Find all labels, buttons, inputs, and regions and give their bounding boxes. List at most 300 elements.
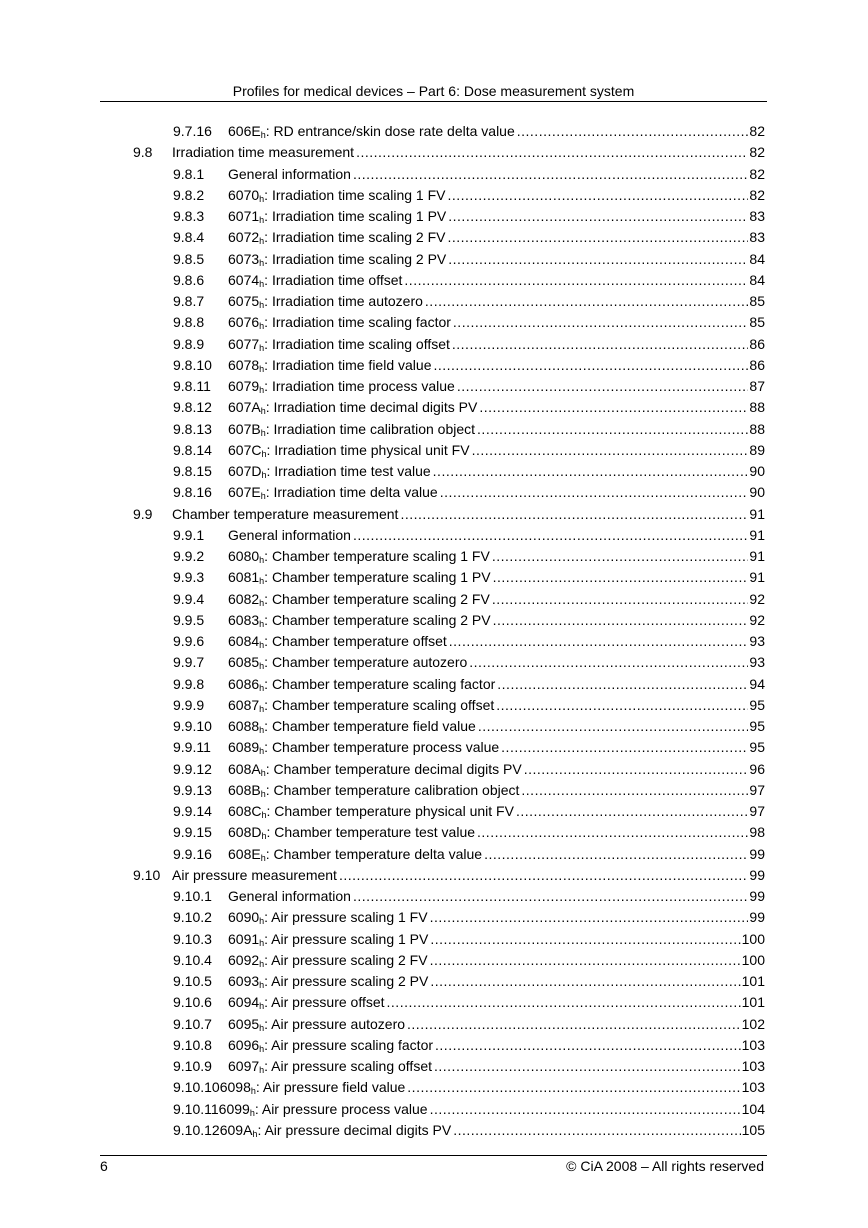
object-index: 609A (219, 1121, 253, 1138)
hex-subscript: h (259, 257, 265, 268)
hex-subscript: h (259, 916, 265, 927)
page-ref: 101 (741, 973, 765, 989)
toc-entry-body (228, 355, 765, 376)
page-ref: 82 (749, 123, 765, 139)
section-number: 9.10.9 (173, 1058, 212, 1074)
toc-entry-body (228, 737, 765, 758)
toc-entry[interactable] (0, 334, 868, 355)
hex-subscript: h (260, 852, 266, 863)
toc-entry[interactable] (0, 376, 868, 397)
dot-leader (407, 1014, 741, 1035)
object-index: 6085 (228, 654, 260, 671)
entry-title-text: : Chamber temperature scaling 1 PV (264, 569, 491, 586)
dot-leader (400, 504, 748, 525)
page-ref: 88 (749, 399, 765, 416)
toc-entry[interactable] (0, 886, 868, 907)
entry-title-text: : Air pressure scaling 1 FV (264, 909, 428, 926)
section-number: 9.9.10 (173, 718, 212, 734)
object-index: 6071 (228, 208, 260, 224)
toc-entry-body (228, 567, 765, 588)
toc-entry[interactable] (0, 822, 868, 843)
toc-entry-title (228, 397, 477, 418)
dot-leader (430, 971, 740, 992)
hex-subscript: h (259, 300, 265, 310)
hex-subscript: h (259, 1065, 265, 1075)
entry-title-text: : Air pressure scaling 1 PV (264, 930, 429, 947)
section-number: 9.8.10 (173, 356, 212, 373)
hex-subscript: h (249, 1107, 255, 1118)
entry-title-text: : Irradiation time scaling factor (264, 314, 451, 331)
page-ref: 100 (741, 951, 765, 968)
section-number: 9.9.1 (173, 526, 205, 543)
toc-entry[interactable] (0, 652, 868, 673)
dot-leader (448, 249, 748, 270)
toc-entry-body (228, 1035, 765, 1056)
hex-subscript: h (260, 427, 266, 438)
hex-subscript: h (259, 236, 265, 247)
toc-entry[interactable] (0, 249, 868, 270)
page-ref: 82 (749, 186, 765, 203)
copyright-notice: © CiA 2008 – All rights reserved (566, 1158, 764, 1174)
section-number: 9.9.15 (173, 824, 212, 841)
hex-subscript: h (250, 1086, 256, 1097)
entry-title-text: : Irradiation time scaling 2 PV (264, 250, 447, 267)
object-index: 6098 (219, 1079, 251, 1096)
section-number: 9.9.16 (173, 845, 212, 862)
toc-entry[interactable] (0, 674, 868, 695)
dot-leader (521, 780, 748, 801)
toc-entry[interactable] (0, 780, 868, 801)
page-ref: 95 (749, 739, 765, 756)
object-index: 607B (228, 420, 261, 437)
toc-entry[interactable] (0, 525, 868, 546)
toc-entry-title (228, 185, 445, 206)
toc-entry-body (172, 865, 765, 886)
object-index: 6095 (228, 1015, 260, 1032)
page-ref: 103 (741, 1036, 765, 1053)
section-number: 9.10.2 (173, 909, 212, 926)
page-ref: 91 (749, 548, 765, 564)
entry-title-text: : Irradiation time offset (264, 271, 403, 288)
dot-leader (425, 291, 749, 312)
dot-leader (479, 397, 748, 418)
dot-leader (449, 631, 749, 652)
toc-entry[interactable] (0, 865, 868, 886)
object-index: 607D (228, 463, 262, 479)
entry-title-text: : Irradiation time calibration object (265, 420, 476, 437)
toc-entry-body (228, 822, 765, 843)
entry-title-text: : Chamber temperature test value (266, 824, 476, 841)
toc-entry-title (228, 759, 522, 780)
dot-leader (484, 844, 748, 865)
toc-entry[interactable] (0, 121, 868, 142)
toc-entry-body (173, 1077, 765, 1098)
object-index: 608A (228, 760, 261, 777)
toc-entry[interactable] (0, 801, 868, 822)
toc-entry[interactable] (0, 461, 868, 482)
section-number: 9.8.3 (173, 208, 205, 224)
toc-entry[interactable] (0, 1077, 868, 1098)
object-index: 6070 (228, 186, 260, 203)
running-header (100, 82, 767, 102)
toc-entry[interactable] (0, 504, 868, 525)
entry-title-text: : Irradiation time delta value (265, 484, 438, 501)
toc-entry-body (228, 376, 765, 397)
dot-leader (478, 716, 749, 737)
object-index: 6093 (228, 973, 260, 989)
header-title: Profiles for medical devices – Part 6: Dose measurement system (232, 83, 635, 99)
section-number: 9.10.6 (173, 994, 212, 1011)
entry-title-text: General information (228, 526, 351, 543)
dot-leader (452, 334, 749, 355)
toc-entry-title (228, 992, 385, 1013)
toc-entry-body (228, 695, 765, 716)
section-number: 9.8.15 (173, 463, 212, 479)
toc-entry-title (228, 525, 351, 546)
hex-subscript: h (259, 1022, 265, 1033)
toc-entry[interactable] (0, 1035, 868, 1056)
toc-entry-body (228, 482, 765, 503)
dot-leader (493, 610, 749, 631)
toc-entry[interactable] (0, 185, 868, 206)
dot-leader (435, 1035, 741, 1056)
hex-subscript: h (260, 767, 266, 778)
toc-entry-title (228, 844, 482, 865)
toc-entry[interactable] (0, 291, 868, 312)
hex-subscript: h (259, 363, 265, 374)
page-ref: 84 (749, 271, 765, 288)
entry-title-text: : Irradiation time scaling 2 FV (264, 229, 446, 246)
page-ref: 99 (749, 845, 765, 862)
toc-entry-title (172, 865, 337, 886)
entry-title-text: : Air pressure autozero (264, 1015, 406, 1032)
toc-entry-body (228, 419, 765, 440)
section-number: 9.10.4 (173, 951, 212, 968)
toc-entry-title (228, 164, 351, 185)
object-index: 6096 (228, 1036, 260, 1053)
page-ref: 102 (741, 1015, 765, 1032)
page-ref: 103 (741, 1079, 765, 1096)
object-index: 6074 (228, 271, 260, 288)
section-number: 9.8.2 (173, 186, 205, 203)
page-ref: 99 (749, 866, 765, 883)
dot-leader (516, 801, 748, 822)
toc-entry-title (228, 674, 495, 695)
object-index: 6086 (228, 675, 260, 692)
toc-entry-title (228, 419, 475, 440)
toc-entry[interactable] (0, 1056, 868, 1077)
dot-leader (453, 312, 749, 333)
page-ref: 90 (749, 463, 765, 479)
toc-entry-body (228, 610, 765, 631)
entry-title-text: : Irradiation time decimal digits PV (265, 399, 478, 416)
toc-entry[interactable] (0, 610, 868, 631)
toc-entry-body (228, 844, 765, 865)
toc-entry[interactable] (0, 206, 868, 227)
toc-entry-title (228, 376, 455, 397)
dot-leader (472, 440, 749, 461)
section-number: 9.8.5 (173, 250, 205, 267)
entry-title-text: : Chamber temperature offset (264, 633, 447, 649)
dot-leader (496, 695, 748, 716)
toc-entry[interactable] (0, 589, 868, 610)
page-ref: 91 (749, 569, 765, 586)
entry-title-text: : Irradiation time physical unit FV (266, 441, 470, 458)
page-ref: 86 (749, 335, 765, 352)
page-ref: 98 (749, 824, 765, 841)
toc-entry[interactable] (0, 355, 868, 376)
toc-entry-body (228, 907, 765, 928)
section-number: 9.9.11 (173, 739, 211, 756)
toc-entry-body (228, 886, 765, 907)
object-index: 6079 (228, 378, 260, 394)
page-ref: 100 (741, 930, 765, 947)
object-index: 6077 (228, 335, 260, 352)
dot-leader (447, 185, 748, 206)
toc-entry-body (228, 461, 765, 482)
entry-title-text: : Irradiation time field value (264, 356, 432, 373)
hex-subscript: h (261, 470, 267, 480)
toc-entry-title (228, 546, 490, 567)
toc-entry-body (228, 185, 765, 206)
page-ref: 91 (749, 526, 765, 543)
page-ref: 103 (741, 1058, 765, 1074)
hex-subscript: h (259, 576, 265, 587)
toc-entry-body (228, 759, 765, 780)
hex-subscript: h (259, 215, 265, 225)
toc-entry-title (228, 227, 445, 248)
toc-entry-body (228, 312, 765, 333)
object-index: 6084 (228, 633, 260, 649)
object-index: 6073 (228, 250, 260, 267)
page-ref: 94 (749, 675, 765, 692)
toc-entry-title (228, 971, 428, 992)
section-number: 9.8.12 (173, 399, 212, 416)
page-ref: 95 (749, 696, 765, 713)
entry-title-text: : Air pressure scaling 2 PV (264, 973, 429, 989)
toc-entry-body (228, 652, 765, 673)
page-ref: 88 (749, 420, 765, 437)
entry-title-text: : Chamber temperature autozero (264, 654, 468, 671)
entry-title-text: : Chamber temperature scaling 2 FV (264, 590, 490, 607)
page-ref: 93 (749, 654, 765, 671)
entry-title-text: : Irradiation time autozero (264, 293, 423, 309)
toc-entry[interactable] (0, 1099, 868, 1120)
toc-entry[interactable] (0, 164, 868, 185)
page-ref: 84 (749, 250, 765, 267)
dot-leader (387, 992, 741, 1013)
toc-entry[interactable] (0, 440, 868, 461)
toc-entry-body (228, 121, 765, 142)
object-index: 607C (228, 441, 262, 458)
toc-entry[interactable] (0, 971, 868, 992)
object-index: 6083 (228, 611, 260, 628)
section-number: 9.9.4 (173, 590, 205, 607)
section-number: 9.10.8 (173, 1036, 212, 1053)
object-index: 6092 (228, 951, 260, 968)
entry-title-text: : Air pressure offset (264, 994, 385, 1011)
toc-entry[interactable] (0, 716, 868, 737)
hex-subscript: h (259, 193, 265, 204)
page-ref: 97 (749, 781, 765, 798)
entry-title-text: : Chamber temperature delta value (265, 845, 483, 862)
dot-leader (501, 737, 748, 758)
dot-leader (524, 759, 749, 780)
entry-title-text: : Chamber temperature scaling factor (264, 675, 496, 692)
toc-entry[interactable] (0, 737, 868, 758)
toc-entry-body (228, 929, 765, 950)
toc-entry-title (228, 1014, 405, 1035)
entry-title-text: Air pressure measurement (172, 866, 337, 883)
entry-title-text: : Irradiation time scaling 1 FV (264, 186, 446, 203)
page-ref: 83 (749, 208, 765, 224)
entry-title-text: : Irradiation time scaling offset (264, 335, 450, 352)
section-number: 9.10.10 (173, 1079, 220, 1096)
toc-entry-title (228, 907, 428, 928)
object-index: 6076 (228, 314, 260, 331)
hex-subscript: h (259, 342, 265, 353)
toc-entry-body (228, 950, 765, 971)
toc-entry[interactable] (0, 546, 868, 567)
toc-entry[interactable] (0, 992, 868, 1013)
toc-entry[interactable] (0, 482, 868, 503)
section-number: 9.8.9 (173, 335, 205, 352)
hex-subscript: h (259, 1043, 265, 1054)
hex-subscript: h (259, 321, 265, 332)
section-number: 9.9 (133, 505, 153, 522)
toc-entry-title (228, 440, 470, 461)
hex-subscript: h (259, 640, 265, 650)
toc-entry-title (228, 716, 476, 737)
page-ref: 83 (749, 229, 765, 246)
running-footer (100, 1155, 767, 1176)
object-index: 6078 (228, 356, 260, 373)
section-number: 9.9.6 (173, 633, 205, 649)
toc-entry[interactable] (0, 1120, 868, 1141)
toc-entry-title (228, 355, 431, 376)
page-ref: 104 (741, 1100, 765, 1117)
toc-entry-body (228, 971, 765, 992)
toc-entry-body (228, 674, 765, 695)
toc-entry-title (228, 610, 491, 631)
toc-entry-body (228, 589, 765, 610)
section-number: 9.8.11 (173, 378, 211, 394)
toc-entry[interactable] (0, 759, 868, 780)
toc-entry[interactable] (0, 567, 868, 588)
entry-title-text: : Irradiation time process value (264, 378, 455, 394)
hex-subscript: h (252, 1128, 258, 1139)
toc-entry-body (228, 397, 765, 418)
object-index: 6089 (228, 739, 260, 756)
page-ref: 86 (749, 356, 765, 373)
object-index: 6080 (228, 548, 260, 564)
toc-entry-body (228, 164, 765, 185)
entry-title-text: : Chamber temperature decimal digits PV (265, 760, 522, 777)
section-number: 9.9.3 (173, 569, 205, 586)
page-ref: 99 (749, 909, 765, 926)
object-index: 607E (228, 484, 261, 501)
page-ref: 96 (749, 760, 765, 777)
page-ref: 90 (749, 484, 765, 501)
toc-entry[interactable] (0, 419, 868, 440)
entry-title-text: General information (228, 165, 351, 182)
toc-entry[interactable] (0, 1014, 868, 1035)
section-number: 9.9.5 (173, 611, 205, 628)
section-number: 9.10.5 (173, 973, 212, 989)
toc-entry-title (228, 652, 467, 673)
object-index: 608E (228, 845, 261, 862)
page-ref: 82 (749, 165, 765, 182)
dot-leader (448, 206, 748, 227)
toc-entry[interactable] (0, 844, 868, 865)
toc-entry-title (228, 567, 491, 588)
page-ref: 99 (749, 888, 765, 904)
section-number: 9.8.4 (173, 229, 205, 246)
toc-entry-body (228, 1056, 765, 1077)
page-ref: 91 (749, 505, 765, 522)
toc-entry-title (228, 631, 447, 652)
entry-title-text: : Chamber temperature scaling 2 PV (264, 611, 491, 628)
page-ref: 85 (749, 314, 765, 331)
toc-entry-title (228, 780, 519, 801)
entry-title-text: : Chamber temperature scaling offset (264, 696, 495, 713)
toc-entry-body (228, 334, 765, 355)
section-number: 9.8.14 (173, 441, 212, 458)
dot-leader (517, 121, 749, 142)
toc-entry[interactable] (0, 397, 868, 418)
object-index: 6082 (228, 590, 260, 607)
hex-subscript: h (261, 831, 267, 842)
toc-entry[interactable] (0, 950, 868, 971)
dot-leader (469, 652, 748, 673)
object-index: 608C (228, 803, 262, 819)
section-number: 9.9.8 (173, 675, 205, 692)
toc-entry-title (228, 334, 450, 355)
page-ref: 82 (749, 144, 765, 161)
toc-entry-body (228, 525, 765, 546)
toc-entry-body (228, 716, 765, 737)
section-number: 9.8.8 (173, 314, 205, 331)
page-ref: 92 (749, 590, 765, 607)
toc-entry[interactable] (0, 907, 868, 928)
toc-entry-body (172, 504, 765, 525)
toc-entry[interactable] (0, 270, 868, 291)
toc-entry-body (228, 440, 765, 461)
toc-entry-title (228, 822, 475, 843)
hex-subscript: h (259, 703, 265, 714)
section-number: 9.10.7 (173, 1015, 212, 1032)
toc-entry[interactable] (0, 695, 868, 716)
toc-entry[interactable] (0, 312, 868, 333)
toc-entry-body (228, 1014, 765, 1035)
object-index: 6094 (228, 994, 260, 1011)
toc-entry[interactable] (0, 929, 868, 950)
hex-subscript: h (259, 746, 265, 757)
toc-entry[interactable] (0, 227, 868, 248)
toc-entry-body (228, 992, 765, 1013)
hex-subscript: h (259, 661, 265, 672)
toc-entry[interactable] (0, 631, 868, 652)
toc-entry-body (228, 227, 765, 248)
toc-entry-title (228, 929, 428, 950)
toc-entry-title (228, 737, 499, 758)
toc-entry[interactable] (0, 142, 868, 163)
dot-leader (353, 164, 748, 185)
toc-entry-title (228, 270, 402, 291)
page-ref: 95 (749, 718, 765, 734)
toc-entry-body (228, 546, 765, 567)
dot-leader (492, 546, 749, 567)
